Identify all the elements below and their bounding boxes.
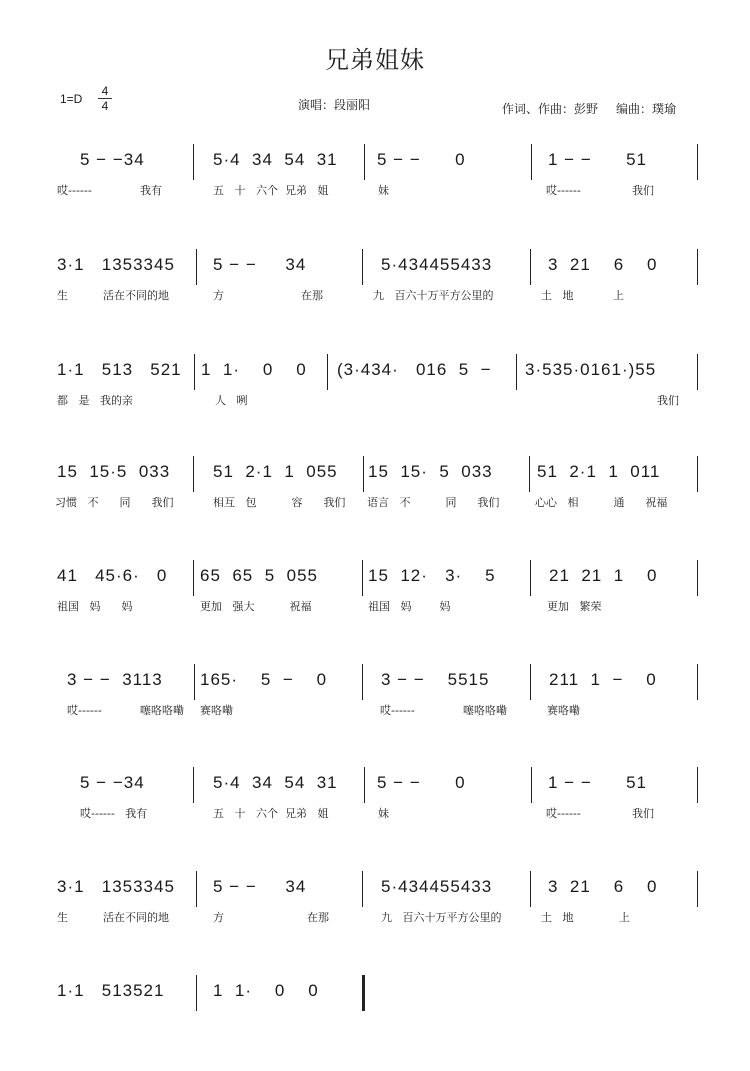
- barline: [697, 871, 698, 907]
- measure-notes: 15 12· 3· 5: [368, 566, 496, 585]
- score-system: [0, 670, 750, 760]
- lyric-text: 哎------ 我有: [80, 807, 148, 820]
- measure-notes: 1·1 513 521: [57, 360, 182, 379]
- lyric-text: 在那: [307, 911, 329, 924]
- composer-credits: [502, 100, 676, 117]
- score-system: [0, 566, 750, 656]
- measure-notes: 5·4 34 54 31: [213, 150, 338, 169]
- measure-notes: 15 15·5 033: [57, 462, 171, 481]
- barline: [697, 767, 698, 803]
- barline: [196, 249, 197, 285]
- measure-notes: 3·535·0161·)55: [525, 360, 657, 379]
- lyric-text: 噻咯咯嘞: [463, 704, 507, 717]
- barline: [193, 560, 194, 596]
- barline: [362, 249, 363, 285]
- measure-notes: 3·1 1353345: [57, 877, 175, 896]
- barline: [697, 560, 698, 596]
- lyric-text: 五 十 六个 兄弟 姐: [213, 184, 329, 197]
- time-numerator: 4: [101, 84, 109, 98]
- barline: [193, 767, 194, 803]
- lyric-text: 哎------: [546, 184, 581, 197]
- measure-notes: 5·434455433: [381, 255, 493, 274]
- lyric-text: 语言 不 同 我们: [367, 496, 500, 509]
- measure-notes: 1 1· 0 0: [201, 360, 307, 379]
- measure-notes: 5 − − 0: [377, 773, 466, 792]
- lyric-text: 活在不同的地: [103, 911, 169, 924]
- measure-notes: 5 − − 34: [213, 877, 307, 896]
- lyric-text: 方: [213, 911, 224, 924]
- lyric-text: 哎------: [380, 704, 415, 717]
- lyric-text: 相互 包 容 我们: [213, 496, 346, 509]
- lyric-text: 在那: [301, 289, 323, 302]
- score-system: [0, 877, 750, 967]
- barline: [697, 664, 698, 700]
- measure-notes: 5 − − 34: [213, 255, 307, 274]
- barline: [327, 354, 328, 390]
- score-system: [0, 360, 750, 450]
- lyric-text: 人 咧: [215, 394, 248, 407]
- lyric-text: 活在不同的地: [103, 289, 169, 302]
- time-denominator: 4: [101, 99, 109, 113]
- measure-notes: 21 21 1 0: [549, 566, 658, 585]
- lyric-text: 都 是 我的亲: [57, 394, 133, 407]
- score-system: [0, 462, 750, 552]
- score-system: [0, 255, 750, 345]
- lyric-text: 哎------: [546, 807, 581, 820]
- lyric-text: 九 百六十万平方公里的: [373, 289, 494, 302]
- measure-notes: 5 − − 0: [377, 150, 466, 169]
- lyric-text: 五 十 六个 兄弟 姐: [213, 807, 329, 820]
- barline: [697, 456, 698, 492]
- barline: [363, 456, 364, 492]
- measure-notes: 5 − −34: [80, 773, 145, 792]
- measure-notes: 3 − − 5515: [381, 670, 490, 689]
- barline: [364, 144, 365, 180]
- lyric-text: 赛咯嘞: [547, 704, 580, 717]
- measure-notes: 51 2·1 1 055: [213, 462, 338, 481]
- lyric-text: 我们: [632, 184, 654, 197]
- lyric-text: 我有: [140, 184, 162, 197]
- barline: [362, 560, 363, 596]
- measure-notes: 65 65 5 055: [200, 566, 318, 585]
- barline: [196, 871, 197, 907]
- lyric-text: 心心 相 通 祝福: [535, 496, 668, 509]
- lyric-text: 更加 强大 祝福: [200, 600, 312, 613]
- measure-notes: (3·434· 016 5 −: [337, 360, 492, 379]
- lyric-text: 祖国 妈 妈: [57, 600, 133, 613]
- barline: [193, 456, 194, 492]
- barline: [697, 249, 698, 285]
- measure-notes: 3 21 6 0: [548, 877, 658, 896]
- lyric-text: 妹: [378, 184, 389, 197]
- barline: [530, 560, 531, 596]
- barline: [697, 354, 698, 390]
- barline: [362, 664, 363, 700]
- lyric-text: 哎------: [57, 184, 92, 197]
- lyricist-composer: 作词、作曲：彭野: [502, 102, 599, 116]
- lyric-text: 哎------: [67, 704, 102, 717]
- lyric-text: 习惯 不 同 我们: [55, 496, 174, 509]
- measure-notes: 211 1 − 0: [549, 670, 657, 689]
- lyric-text: 九 百六十万平方公里的: [381, 911, 502, 924]
- barline: [194, 354, 195, 390]
- barline: [530, 664, 531, 700]
- barline: [362, 871, 363, 907]
- lyric-text: 赛咯嘞: [200, 704, 233, 717]
- measure-notes: 1 − − 51: [548, 773, 648, 792]
- arranger: 编曲：璞瑜: [616, 102, 677, 116]
- song-title: 兄弟姐妹: [325, 46, 425, 74]
- lyric-text: 土 地: [541, 289, 574, 302]
- barline: [531, 144, 532, 180]
- measure-notes: 5·4 34 54 31: [213, 773, 338, 792]
- barline: [529, 456, 530, 492]
- lyric-text: 上: [613, 289, 624, 302]
- lyric-text: 我们: [657, 394, 679, 407]
- barline: [193, 144, 194, 180]
- lyric-text: 上: [619, 911, 630, 924]
- score-system: [0, 773, 750, 863]
- lyric-text: 祖国 妈 妈: [368, 600, 451, 613]
- barline: [196, 975, 197, 1011]
- measure-notes: 51 2·1 1 011: [537, 462, 661, 481]
- measure-notes: 1·1 513521: [57, 981, 165, 1000]
- lyric-text: 更加 繁荣: [547, 600, 602, 613]
- barline: [531, 767, 532, 803]
- measure-notes: 15 15· 5 033: [368, 462, 493, 481]
- measure-notes: 1 − − 51: [548, 150, 648, 169]
- measure-notes: 5 − −34: [80, 150, 145, 169]
- key-signature: 1=D: [60, 92, 83, 106]
- lyric-text: 土 地: [541, 911, 574, 924]
- score-system: [0, 150, 750, 240]
- measure-notes: 3 − − 3113: [67, 670, 163, 689]
- lyric-text: 方: [213, 289, 224, 302]
- singer-credit: 演唱：段丽阳: [298, 98, 371, 112]
- final-barline: [362, 975, 365, 1011]
- measure-notes: 3·1 1353345: [57, 255, 175, 274]
- measure-notes: 41 45·6· 0: [57, 566, 168, 585]
- barline: [530, 249, 531, 285]
- measure-notes: 1 1· 0 0: [213, 981, 319, 1000]
- lyric-text: 噻咯咯嘞: [140, 704, 184, 717]
- measure-notes: 165· 5 − 0: [200, 670, 328, 689]
- time-signature: [98, 84, 112, 113]
- barline: [530, 871, 531, 907]
- barline: [194, 664, 195, 700]
- barline: [516, 354, 517, 390]
- measure-notes: 5·434455433: [381, 877, 493, 896]
- lyric-text: 生: [57, 289, 68, 302]
- barline: [697, 144, 698, 180]
- lyric-text: 生: [57, 911, 68, 924]
- lyric-text: 妹: [378, 807, 389, 820]
- barline: [364, 767, 365, 803]
- lyric-text: 我们: [632, 807, 654, 820]
- score-system: [0, 981, 750, 1071]
- measure-notes: 3 21 6 0: [548, 255, 658, 274]
